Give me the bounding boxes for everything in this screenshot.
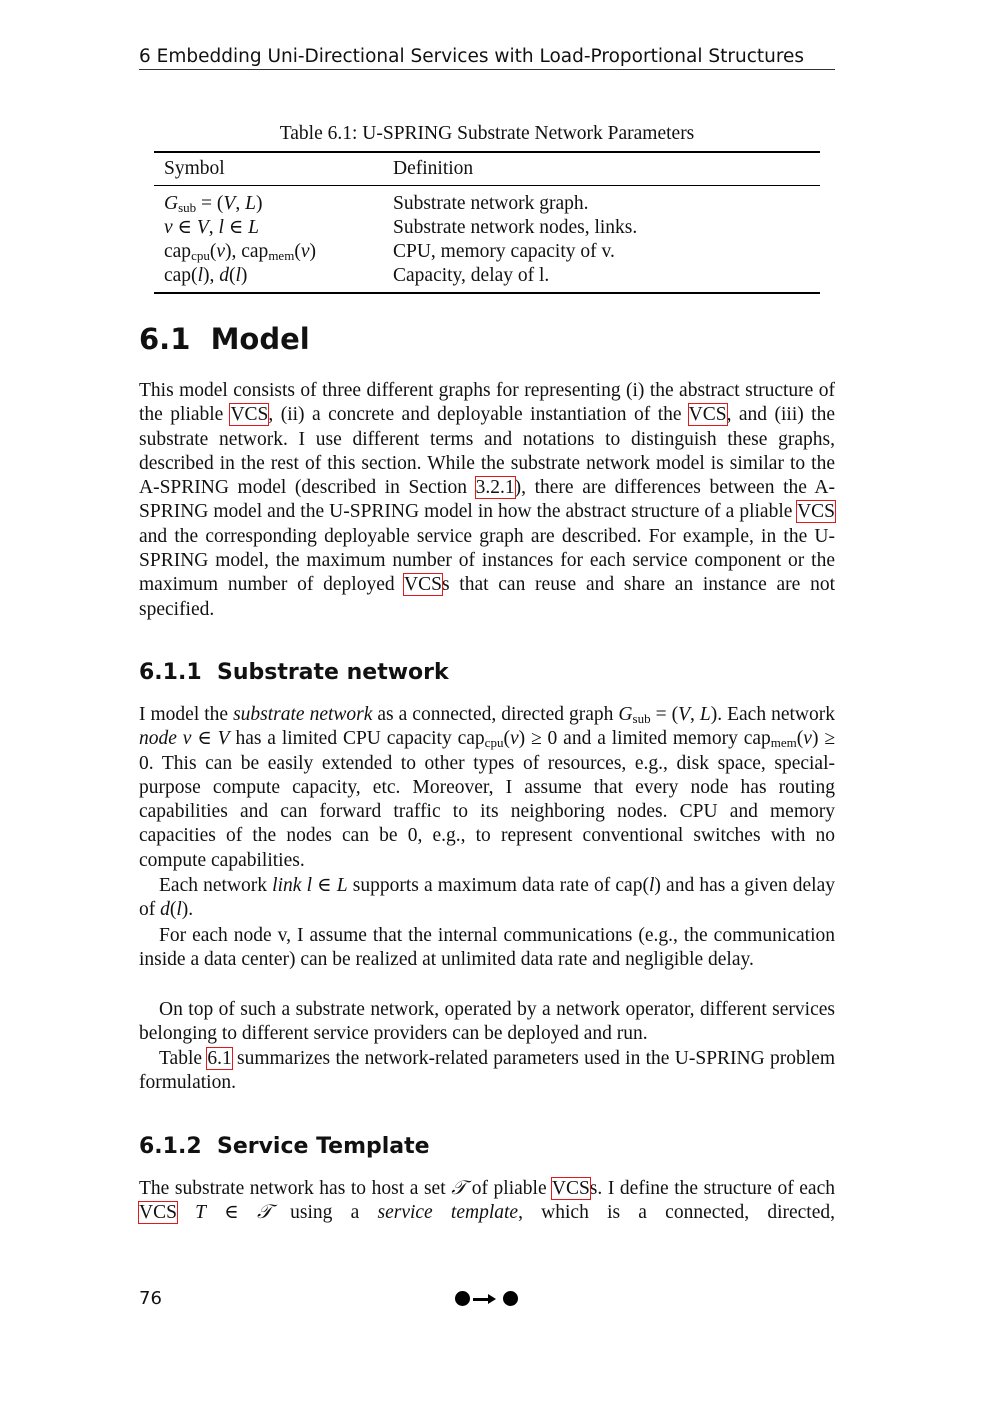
table-row-symbol: $G_{sub} = (V$, L) [164,193,263,215]
table-row-definition: Capacity, delay of l. [393,265,550,286]
running-header: 6 Embedding Uni-Directional Services with Load-Proportional Structures [139,46,835,70]
section-intro-paragraph: This model consists of three different graphs for representing (i) the abstract structure of the pliable VCS, (ii) a concrete and deployable instantiation of the VCS, and (iii) the substrate network. I use different terms and notations to distinguish these graphs, described in the rest of this section. While the substrate network model is similar to the A-SPRING model (described in Section 3.2.1), there are differences between the A-SPRING model and the U-SPRING model in how the abstract structure of a pliable VCS and the corresponding deployable service graph are described. For example, in the U-SPRING model, the maximum number of instances for each service component or the maximum number of deployed VCSs that can reuse and share an instance are not specified. [139,380,836,620]
table-top-rule [154,151,820,153]
table-row-definition: Substrate network graph. [393,193,589,214]
substrate-paragraph-1: I model the substrate network as a connected, directed graph $G_{sub} = (V$, L). Each network node v ∈ V has a limited CPU capacity cap$_{cpu}$(v) ≥ 0 and a limited memory cap$_{mem}$(v) ≥ 0. This can be easily extended to other types of resources, e.g., disk space, special-purpose compute capacity, etc. Moreover, I assume that every node has routing capabilities and can forward traffic to its neighboring nodes. CPU and memory capacities of the nodes can be 0, e.g., to represent conventional switches with no compute capabilities. [139,704,836,871]
table-row-symbol: cap$_{cpu}$(v), cap$_{mem}$(v) [164,241,316,263]
substrate-paragraph-5: Table 6.1 summarizes the network-related parameters used in the U-SPRING problem formulation. [139,1048,835,1094]
table-row-definition: Substrate network nodes, links. [393,217,638,238]
subsection-heading-substrate-network: 6.1.1 Substrate network [139,660,449,685]
table-bottom-rule [154,292,820,294]
substrate-paragraph-2: Each network link l ∈ L supports a maximum data rate of cap(l) and has a given delay of d(l). [139,875,835,921]
table-row-symbol: v ∈ V, l ∈ L [164,217,259,238]
table-6-1-link[interactable]: 6.1 [207,1048,232,1069]
table-mid-rule [154,185,820,186]
table-caption: Table 6.1: U-SPRING Substrate Network Parameters [279,123,695,144]
vcs-acronym-link[interactable]: VCS [551,1178,590,1199]
vcs-acronym-link[interactable]: VCS [139,1202,177,1224]
dot-arrow-dot-logo-icon [453,1289,519,1309]
vcs-acronym-link[interactable]: VCS [404,574,442,596]
vcs-acronym-link[interactable]: VCS [797,501,835,523]
section-heading: 6.1 Model [139,322,310,356]
table-row-definition: CPU, memory capacity of v. [393,241,615,262]
section-3-2-1-link[interactable]: 3.2.1 [475,477,515,499]
page-number: 76 [139,1288,162,1309]
substrate-paragraph-4: On top of such a substrate network, operated by a network operator, different services belonging to different service providers can be deployed and run. [139,999,835,1045]
vcs-acronym-link[interactable]: VCS [230,404,269,426]
table-row-symbol: cap(l), d(l) [164,265,248,286]
substrate-paragraph-3: For each node v, I assume that the internal communications (e.g., the communication inside a data center) can be realized at unlimited data rate and negligible delay. [139,925,835,971]
table-header-symbol: Symbol [164,158,225,179]
subsection-heading-service-template: 6.1.2 Service Template [139,1134,430,1159]
service-template-paragraph: The substrate network has to host a set 𝒯 of pliable VCSs. I define the structure of each VCS T ∈ 𝒯 using a service template, which is a connected, directed, [139,1178,835,1224]
table-header-definition: Definition [393,158,474,179]
vcs-acronym-link[interactable]: VCS [688,404,727,426]
